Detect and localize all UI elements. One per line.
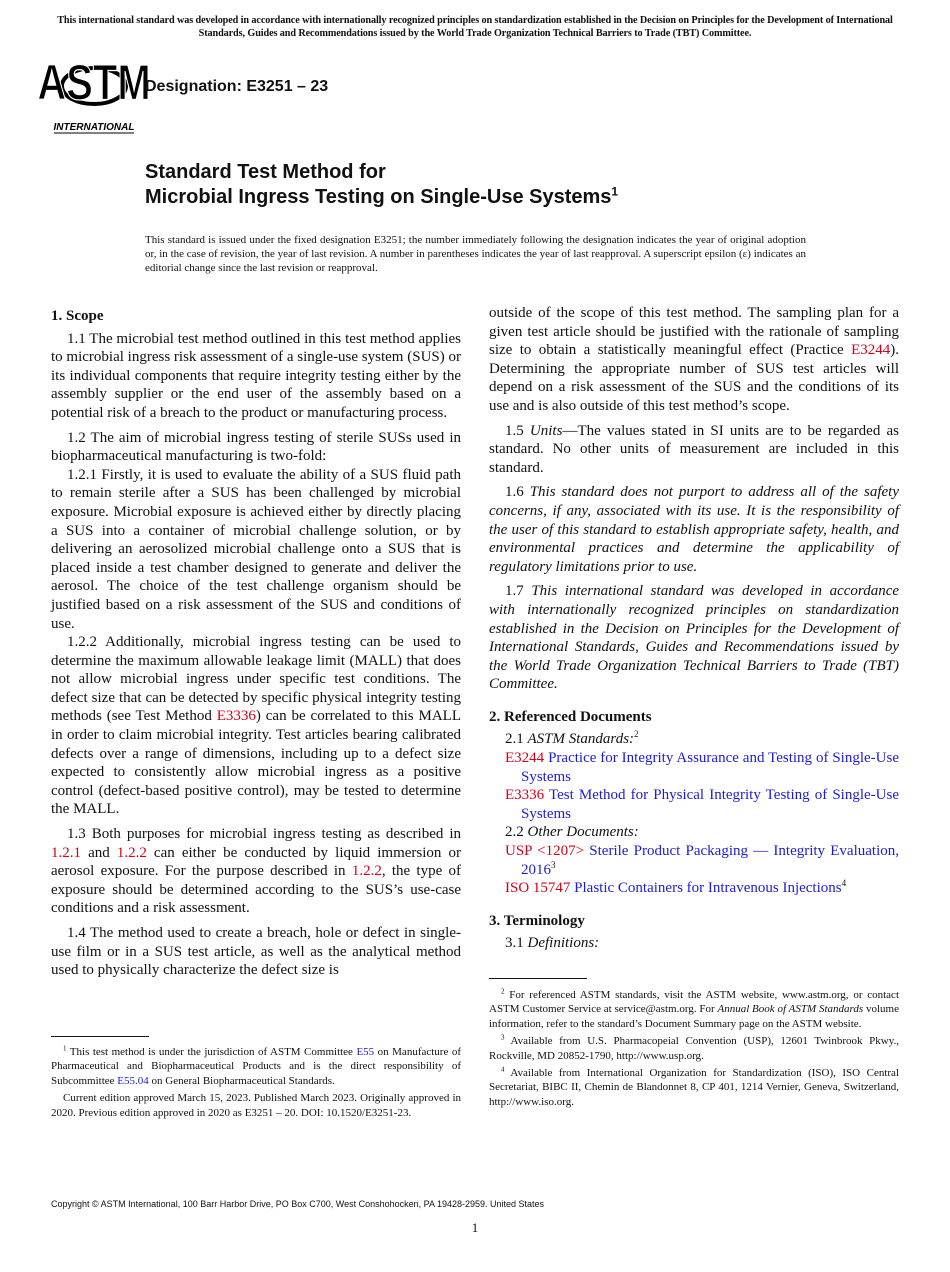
reference-entry bbox=[489, 879, 899, 898]
paragraph bbox=[489, 483, 899, 576]
reference-entry bbox=[489, 749, 899, 786]
text-segment: This international standard was developed in accordance with internationally recognized principles on standardization established in the Decision on Principles for the Development of International Standards, Guides and Recommendations issued by the World Trade Organization Technical Barriers to Trade (TBT) Committee. bbox=[489, 583, 900, 693]
text-segment: 2.1 bbox=[505, 731, 528, 748]
section-heading bbox=[51, 307, 461, 326]
document-link[interactable]: E55.04 bbox=[117, 1074, 149, 1087]
document-link[interactable]: 1.2.2 bbox=[351, 863, 382, 880]
text-segment: on General Biopharmaceutical Standards. bbox=[148, 1074, 335, 1087]
paragraph bbox=[489, 422, 899, 478]
footnote-mark: 4 bbox=[841, 878, 847, 889]
paragraph bbox=[489, 823, 899, 842]
intro-note: This standard is issued under the fixed designation E3251; the number immediately following the designation indicates the year of original adoption or, in the case of revision, the year of last revision. A number in parentheses indicates the year of last reapproval. A superscript epsilon (ε) indicates an editorial change since the last revision or reapproval. bbox=[145, 234, 806, 274]
text-segment: 3.1 bbox=[505, 935, 528, 952]
paragraph bbox=[51, 330, 461, 423]
top-notice: This international standard was developed in accordance with internationally recognized principles on standardization established in the Decision on Principles for the Development of International Standards, Guides and Recommendations issued by the World Trade Organization Technical Barriers to Trade (TBT) Committee. bbox=[57, 15, 893, 39]
paragraph bbox=[51, 466, 461, 633]
document-link[interactable]: 1.2.1 bbox=[51, 844, 81, 861]
paragraph bbox=[489, 304, 899, 416]
text-segment: For referenced ASTM standards, visit the ASTM website, www.astm.org, or contact ASTM Customer Service at service@astm.org. For bbox=[489, 989, 899, 1016]
text-segment: 3. Terminology bbox=[489, 912, 585, 929]
left-column bbox=[51, 307, 461, 980]
paragraph bbox=[489, 582, 899, 694]
svg-text:INTERNATIONAL: INTERNATIONAL bbox=[53, 122, 135, 133]
paragraph bbox=[51, 633, 461, 819]
paragraph bbox=[51, 924, 461, 980]
text-segment: —The values stated in SI units are to be regarded as standard. No other units of measurement are included in this standard. bbox=[489, 422, 899, 476]
text-segment: on Manufacture of Pharmaceutical and Biopharmaceutical Products and is the direct responsibility of Subcommittee bbox=[51, 1046, 461, 1087]
text-segment: Annual Book of ASTM Standards bbox=[717, 1003, 864, 1016]
document-link[interactable]: USP <1207> bbox=[505, 843, 585, 860]
text-segment: This standard does not purport to address all of the safety concerns, if any, associated with its use. It is the responsibility of the user of this standard to establish appropriate safety, health, and environmental practices and determine the applicability of regulatory limitations prior to use. bbox=[489, 484, 900, 575]
document-link[interactable]: 1.2.2 bbox=[116, 844, 147, 861]
text-segment: , the type of exposure should be determined according to the SUS’s use-case conditions and a risk assessment. bbox=[51, 863, 461, 917]
title-line-2: Microbial Ingress Testing on Single-Use Systems$^1$ bbox=[145, 184, 619, 208]
text-segment: volume information, refer to the standard’s Document Summary page on the ASTM website. bbox=[489, 1003, 899, 1030]
text-segment: outside of the scope of this test method. The sampling plan for a given test article should be justified with the rationale of sampling size to obtain a statistically meaningful effect (Practice bbox=[489, 305, 899, 359]
text-segment: Available from International Organization for Standardization (ISO), ISO Central Secretariat, BIBC II, Chemin de Blandonnet 8, CP 401, 1214 Vernier, Geneva, Switzerland, http://www.iso.org. bbox=[489, 1067, 899, 1108]
text-segment: 1.3 Both purposes for microbial ingress testing as described in bbox=[67, 826, 461, 843]
footnote-mark: 4 bbox=[501, 1065, 505, 1074]
document-link[interactable]: E55 bbox=[356, 1046, 375, 1058]
section-heading bbox=[489, 708, 899, 727]
document-link[interactable]: E3244 bbox=[851, 342, 891, 359]
text-segment: 2.2 bbox=[505, 824, 528, 841]
svg-text:ASTM: ASTM bbox=[37, 54, 151, 111]
footnote-divider-right bbox=[489, 978, 587, 979]
text-segment: 2. Referenced Documents bbox=[489, 708, 652, 725]
reference-entry bbox=[489, 786, 899, 823]
designation: Designation: E3251 – 23 bbox=[145, 78, 329, 95]
paragraph bbox=[51, 429, 461, 466]
text-segment: ) can be correlated to this MALL in order to claim microbial integrity. Test articles bearing calibrated defects over a range of dimensions, including up to a defect size expected to consistently allow microbial ingress as a positive control (defect-based positive control), may be tested to determine the MALL. bbox=[51, 708, 461, 818]
page-number: 1 bbox=[471, 1220, 479, 1235]
section-heading bbox=[489, 912, 899, 931]
text-segment: 1.2.1 Firstly, it is used to evaluate the ability of a SUS fluid path to remain sterile after a SUS has been challenged by microbial exposure. Microbial exposure is achieved either by directly placing a SUS into a container of microbial challenge solution, or by delivering an aerosolized microbial challenge onto a SUS that is placed inside a test chamber designed to generate and deliver the aerosol. The choice of the test challenge organism should be justified based on a risk assessment of the SUS and conditions of use. bbox=[51, 466, 461, 632]
document-link[interactable]: E3244 bbox=[505, 750, 545, 767]
footnote bbox=[51, 1045, 461, 1088]
document-link[interactable]: Practice for Integrity Assurance and Testing of Single-Use Systems bbox=[521, 750, 899, 785]
document-link[interactable]: ISO 15747 bbox=[505, 880, 571, 897]
copyright: Copyright © ASTM International, 100 Barr Harbor Drive, PO Box C700, West Conshohocken, PA 19428-2959. United States bbox=[51, 1199, 545, 1209]
document-link[interactable]: E3336 bbox=[216, 708, 256, 725]
title-line-1: Standard Test Method for bbox=[145, 161, 386, 183]
text-segment: 1.7 bbox=[505, 583, 532, 600]
footnotes-left bbox=[51, 1045, 461, 1123]
text-segment: 1.6 bbox=[505, 484, 530, 501]
footnote-mark: 3 bbox=[501, 1033, 505, 1042]
text-segment: 1.2 The aim of microbial ingress testing of sterile SUSs used in biopharmaceutical manufacturing is two-fold: bbox=[51, 429, 461, 465]
footnotes-right bbox=[489, 988, 899, 1112]
text-segment: can either be conducted by liquid immersion or aerosol exposure. For the purpose described in bbox=[51, 844, 461, 880]
page-title bbox=[145, 160, 618, 210]
document-link[interactable]: Plastic Containers for Intravenous Injections bbox=[570, 880, 842, 897]
reference-entry bbox=[489, 842, 899, 879]
text-segment: This test method is under the jurisdiction of ASTM Committee bbox=[66, 1046, 357, 1058]
text-segment: Current edition approved March 15, 2023. Published March 2023. Originally approved in 2020. Previous edition approved in 2020 as E3251 – 20. DOI: 10.1520/E3251-23. bbox=[51, 1092, 461, 1119]
text-segment: 1.1 The microbial test method outlined in this test method applies to microbial ingress risk assessment of a single-use system (SUS) or its individual components that require integrity testing either by the assembly supplier or the end user of the assembly based on a potential risk of a breach to the product or manufacturing process. bbox=[51, 330, 461, 421]
document-link[interactable]: Sterile Product Packaging — Integrity Evaluation, 2016 bbox=[521, 843, 899, 878]
text-segment: 1.4 The method used to create a breach, hole or defect in single-use film or in a SUS test article, as well as the analytical method used to physically characterize the defect size is bbox=[51, 925, 461, 979]
footnote bbox=[489, 1034, 899, 1063]
footnote-divider-left bbox=[51, 1036, 149, 1037]
footnote bbox=[489, 1066, 899, 1109]
text-segment: 1.2.2 Additionally, microbial ingress testing can be used to determine the maximum allowable leakage limit (MALL) that does not allow microbial ingress under specific test conditions. The defect size that can be detected by specific physical integrity testing methods (see Test Method bbox=[51, 634, 461, 725]
right-column bbox=[489, 304, 899, 953]
text-segment: 1.5 bbox=[505, 422, 530, 439]
footnote-mark: 3 bbox=[551, 859, 556, 870]
document-link[interactable]: E3336 bbox=[505, 787, 545, 804]
text-segment: Definitions: bbox=[527, 935, 600, 952]
footnote-mark: 1 bbox=[63, 1044, 67, 1053]
document-link[interactable]: Test Method for Physical Integrity Testing of Single-Use Systems bbox=[521, 787, 899, 822]
text-segment: Units bbox=[529, 422, 563, 439]
text-segment: Other Documents: bbox=[527, 824, 639, 841]
paragraph bbox=[489, 934, 899, 953]
text-segment: and bbox=[81, 844, 117, 861]
text-segment: ASTM Standards: bbox=[527, 731, 635, 748]
footnote bbox=[51, 1091, 461, 1120]
text-segment: 1. Scope bbox=[51, 308, 104, 324]
footnote-mark: 2 bbox=[501, 987, 505, 996]
footnote-mark: 2 bbox=[634, 729, 639, 740]
text-segment: ). Determining the appropriate number of SUS test articles will depend on a risk assessment of the SUS and the conditions of its use and is also outside of this test method’s scope. bbox=[489, 342, 899, 414]
astm-logo bbox=[37, 54, 151, 134]
paragraph bbox=[51, 825, 461, 918]
text-segment: Available from U.S. Pharmacopeial Convention (USP), 12601 Twinbrook Pkwy., Rockville, MD 20852-1790, http://www.usp.org. bbox=[489, 1035, 899, 1062]
title-footnote-mark: 1 bbox=[611, 184, 619, 199]
paragraph bbox=[489, 730, 899, 749]
footnote bbox=[489, 988, 899, 1031]
